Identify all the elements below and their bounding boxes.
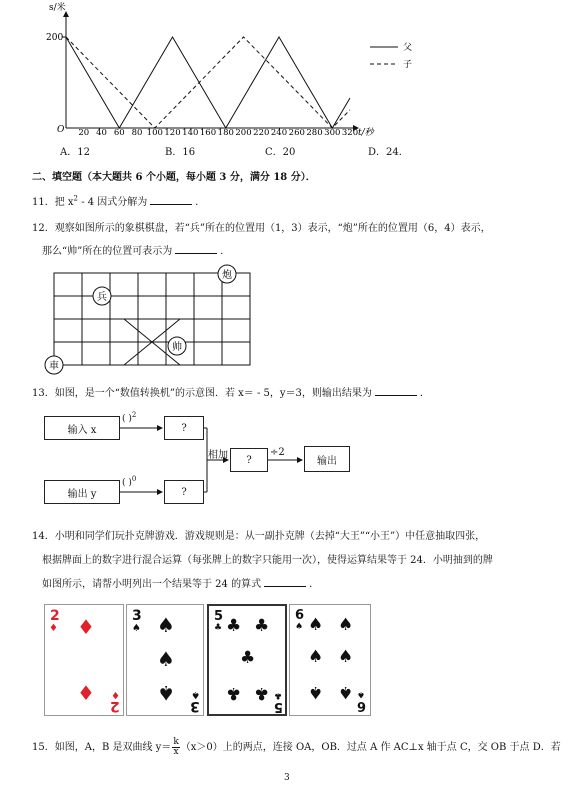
result-box-top: ? [164, 416, 204, 440]
x-tick-320: 320 [341, 128, 359, 138]
chess-board [40, 262, 260, 380]
svg-text:兵: 兵 [97, 292, 107, 303]
section2-heading: 二、填空题（本大题共 6 个小题，每小题 3 分，满分 18 分）． [32, 172, 316, 183]
question-15: 15．如图，A，B 是双曲线 y＝ $\frac{k}{x}$ （x＞0）上的两点，连接 OA，OB．过点 A 作 AC⊥x 轴于点 C，交 OB 于点 D．若 [32, 737, 561, 757]
fraction-k-over-x: $\frac{k}{x}$ [173, 737, 179, 757]
distance-time-graph [0, 0, 576, 140]
piece-che [45, 356, 63, 374]
divide-label: ÷2 [270, 447, 285, 458]
x-tick-300: 300 [324, 128, 341, 138]
question-12-line1: 12．观察如图所示的象棋棋盘，若“兵”所在的位置用（1，3）表示，“炮”所在的位置用（6，4）表示， [32, 223, 491, 234]
page-number: 3 [284, 773, 290, 783]
x-tick-180: 180 [217, 128, 234, 138]
question-13: 13．如图，是一个“数值转换机”的示意图．若 x＝ - 5，y＝3，则输出结果为 ． [32, 384, 430, 399]
x-tick-60: 60 [113, 128, 125, 138]
x-tick-160: 160 [199, 128, 217, 138]
output-box: 输出 [304, 446, 350, 472]
legend-son-label: 子 [403, 60, 413, 70]
origin-label: O [57, 125, 65, 135]
x-tick-100: 100 [146, 128, 163, 138]
x-tick-120: 120 [164, 128, 181, 138]
y-tick-200: 200 [46, 33, 64, 43]
x-tick-220: 220 [253, 128, 270, 138]
svg-text:車: 車 [49, 361, 59, 372]
answer-blank-12 [175, 243, 217, 254]
father-line [66, 37, 350, 128]
answer-blank-13 [375, 385, 417, 396]
question-14-line1: 14．小明和同学们玩扑克牌游戏．游戏规则是：从一副扑克牌（去掉“大王”“小王”）中任意抽取四张， [32, 531, 486, 542]
option-c: C．20 [265, 147, 296, 158]
x-axis-label: t/秒 [358, 128, 374, 138]
add-label: 相加 [208, 450, 228, 461]
x-tick-20: 20 [78, 128, 90, 138]
result-box-bottom: ? [164, 480, 204, 504]
piece-pao [218, 265, 236, 283]
son-line [66, 37, 350, 128]
piece-bing [93, 287, 111, 305]
option-d: D．24． [368, 147, 409, 158]
card-2-diamonds: 2 ♦ ♦ ♦ ♦ 2 [44, 604, 124, 716]
x-tick-labels [78, 128, 358, 138]
square-operation: ( )$^2$ [122, 411, 137, 424]
card-6-spades: 6 ♠ ♠ ♠ ♠ ♠ ♠ ♠ ♠ 6 [289, 604, 371, 716]
question-11: 11．把 $x^2 - 4$ 因式分解为 ． [32, 194, 206, 208]
y-axis-label: s/米 [49, 3, 66, 13]
svg-text:帅: 帅 [172, 342, 182, 353]
answer-blank-14 [264, 576, 306, 587]
x-tick-80: 80 [131, 128, 143, 138]
x-tick-200: 200 [235, 128, 252, 138]
card-5-clubs: 5 ♣ ♣ ♣ ♣ ♣ ♣ ♣ 5 [207, 604, 287, 716]
answer-blank-11 [150, 194, 192, 205]
x-tick-280: 280 [306, 128, 323, 138]
x-tick-40: 40 [96, 128, 107, 138]
sum-box: ? [230, 448, 268, 472]
x-tick-260: 260 [288, 128, 305, 138]
zero-power-operation: ( )$^0$ [122, 475, 137, 488]
piece-shuai [168, 337, 186, 355]
input-x-box: 输入 x [44, 416, 120, 440]
option-a: A．12 [60, 147, 90, 158]
output-y-box: 输出 y [44, 480, 120, 504]
option-b: B．16 [165, 147, 196, 158]
svg-text:炮: 炮 [222, 270, 232, 281]
card-3-spades: 3 ♠ ♠ ♠ ♠ ♠ 3 [126, 604, 204, 716]
question-14-line3: 如图所示，请帮小明列出一个结果等于 24 的算式 ． [42, 575, 319, 590]
x-tick-240: 240 [270, 128, 288, 138]
question-12-line2: 那么“帅”所在的位置可表示为 ． [42, 242, 230, 257]
x-tick-140: 140 [182, 128, 199, 138]
legend-father-label: 父 [403, 43, 413, 53]
question-14-line2: 根据牌面上的数字进行混合运算（每张牌上的数字只能用一次），使得运算结果等于 24．小明抽到的牌 [42, 555, 493, 566]
